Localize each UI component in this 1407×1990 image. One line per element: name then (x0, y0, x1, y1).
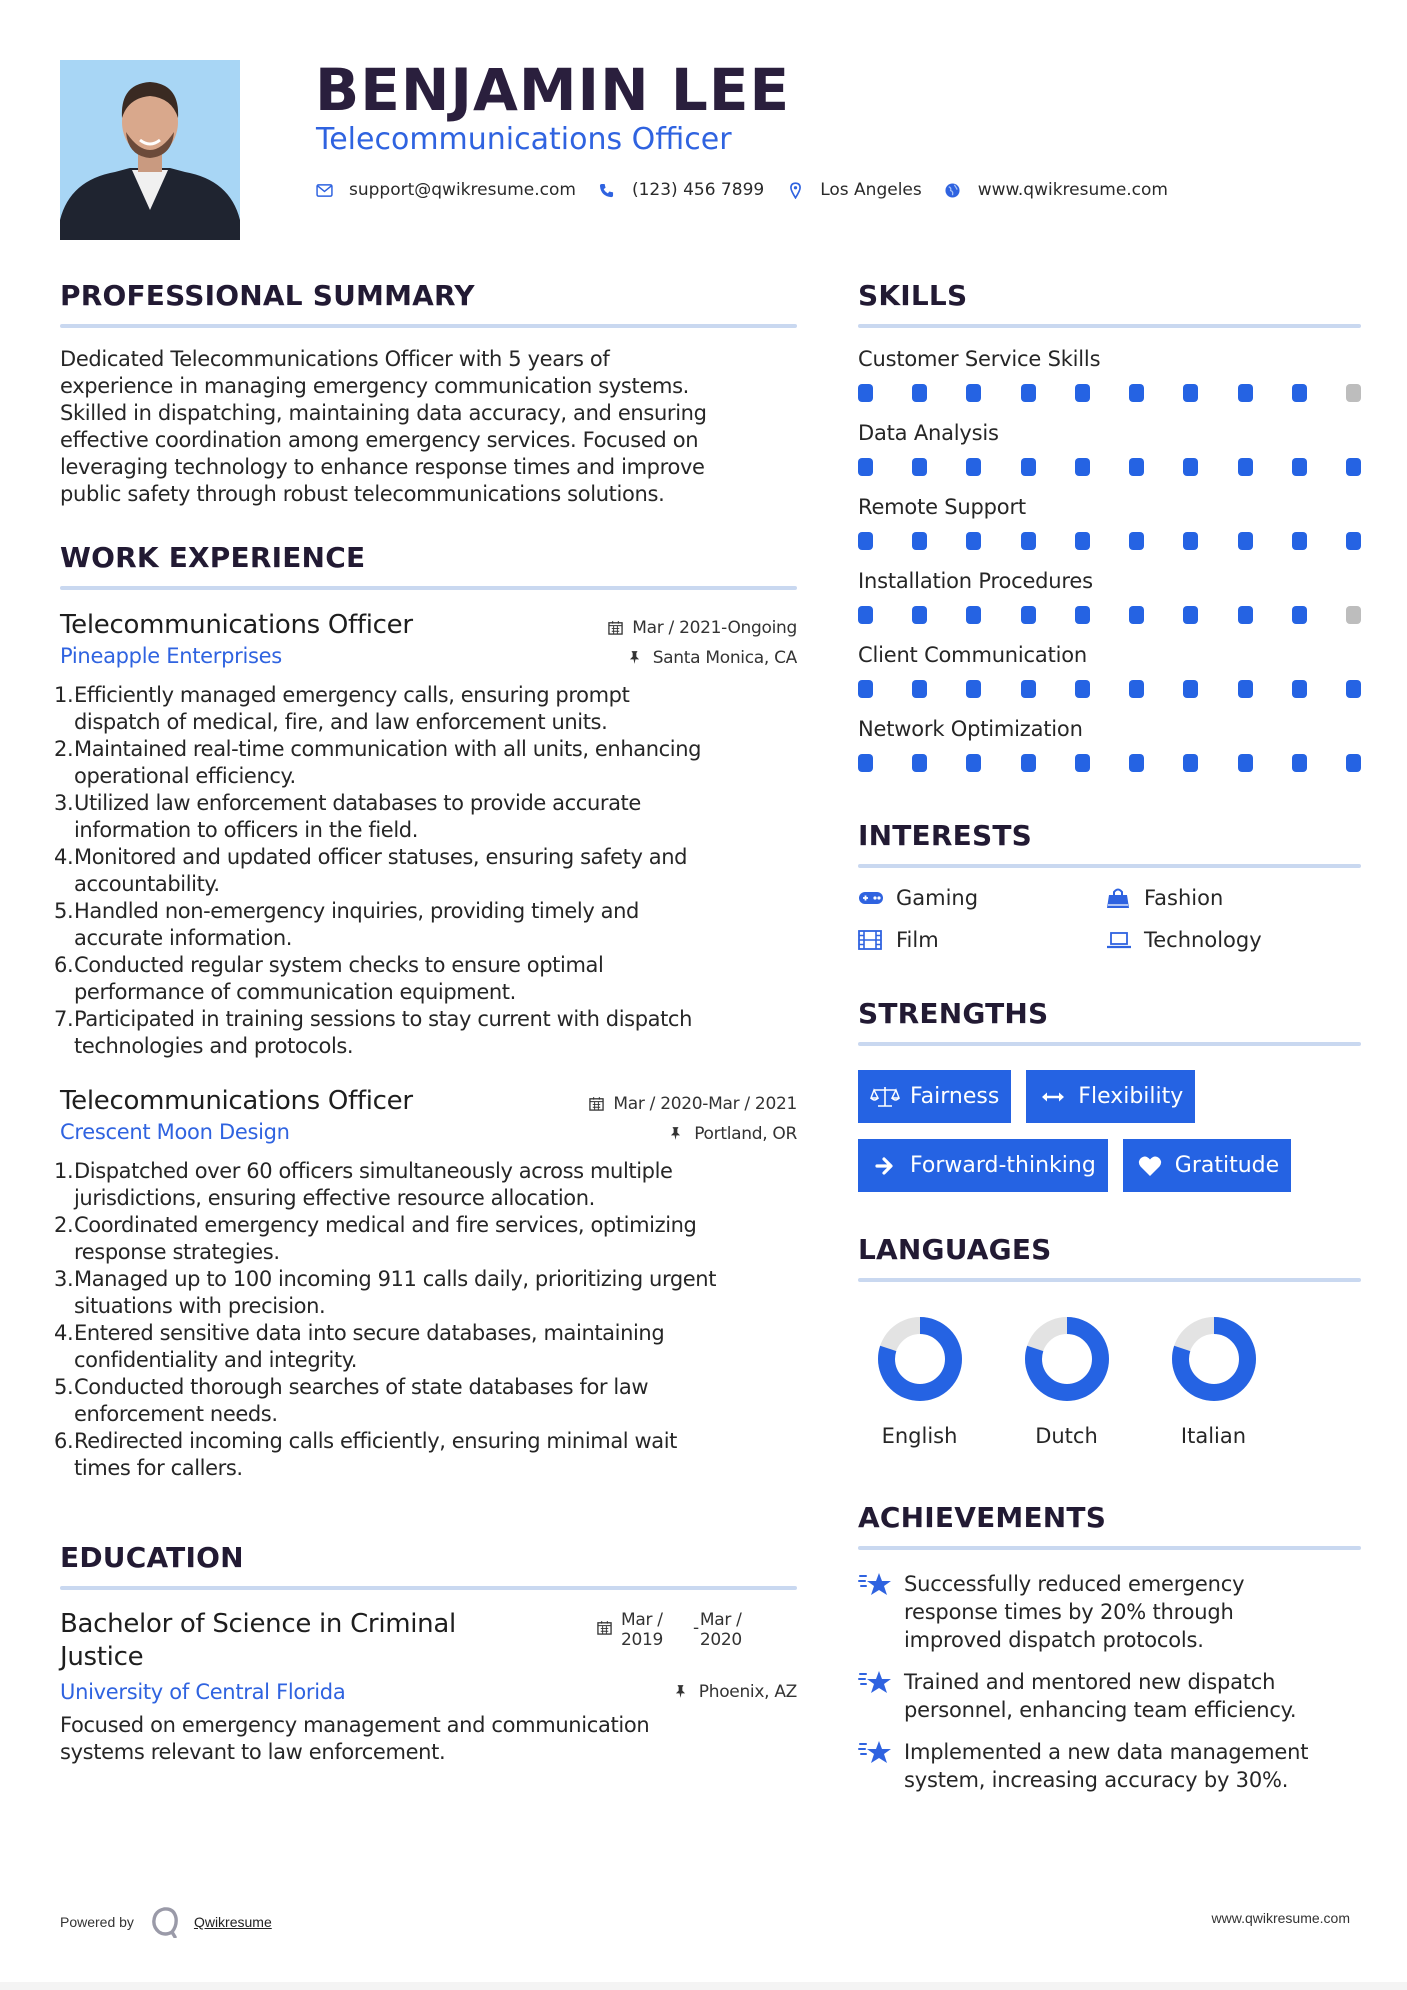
strength-badge (1026, 1070, 1195, 1123)
achievement-line: system, increasing accuracy by 30%. (904, 1768, 1289, 1792)
strength-badge (858, 1139, 1108, 1192)
skill-item (858, 568, 1361, 624)
contact-row (315, 180, 1190, 200)
strength-badge (858, 1070, 1011, 1123)
rating-dot-filled (858, 754, 873, 772)
description-line: Focused on emergency management and communication (60, 1713, 650, 1737)
footer-website[interactable]: www.qwikresume.com (1211, 1910, 1350, 1926)
rating-dot-filled (1021, 680, 1036, 698)
balance-scale-icon (870, 1085, 900, 1109)
rating-dot-filled (966, 680, 981, 698)
job-bullet (54, 1158, 797, 1212)
skill-name: Installation Procedures (858, 569, 1093, 593)
job-bullet (54, 1006, 797, 1060)
job-location-text: Santa Monica, CA (652, 648, 797, 668)
rating-dot-filled (1346, 458, 1361, 476)
skill-name: Data Analysis (858, 421, 999, 445)
bullet-text (72, 1374, 648, 1428)
summary-heading: PROFESSIONAL SUMMARY (60, 279, 475, 312)
education-location-text: Phoenix, AZ (698, 1682, 797, 1702)
contact-location-text: Los Angeles (820, 180, 922, 200)
rating-dot-filled (1238, 458, 1253, 476)
rating-dot-filled (858, 532, 873, 550)
job-bullet (54, 1320, 797, 1374)
job-bullets (54, 682, 797, 1060)
job-bullet (54, 898, 797, 952)
contact-website-text: www.qwikresume.com (977, 180, 1168, 200)
summary-line: experience in managing emergency communication systems. (60, 374, 690, 398)
interests-list (858, 886, 1361, 952)
calendar-icon (608, 620, 624, 636)
person-photo-icon (60, 60, 240, 240)
job-bullet (54, 790, 797, 844)
achievement-line: improved dispatch protocols. (904, 1628, 1204, 1652)
skill-rating (858, 458, 1361, 476)
shooting-star-icon (858, 1570, 894, 1600)
rating-dot-filled (1346, 532, 1361, 550)
rating-dot-filled (912, 606, 927, 624)
education-start (621, 1610, 693, 1650)
bullet-line: dispatch of medical, fire, and law enforcement units. (74, 710, 608, 734)
education-section (60, 1538, 797, 1766)
job-dates-text: Mar / 2021-Ongoing (632, 618, 797, 638)
job-role: Telecommunications Officer (60, 1086, 413, 1116)
section-divider (858, 864, 1361, 868)
skill-item (858, 420, 1361, 476)
powered-by-text: Powered by (60, 1914, 134, 1930)
job-bullet (54, 1266, 797, 1320)
bullet-line: Monitored and updated officer statuses, ensuring safety and (74, 845, 688, 869)
rating-dot-filled (1238, 532, 1253, 550)
date-line: 2019 (621, 1630, 664, 1650)
rating-dot-filled (966, 532, 981, 550)
rating-dot-filled (912, 384, 927, 402)
job-header (60, 1086, 797, 1116)
interest-item (858, 928, 1106, 952)
bullet-text (72, 1320, 664, 1374)
rating-dot-filled (1183, 458, 1198, 476)
achievement-line: Implemented a new data management (904, 1740, 1309, 1764)
skill-name: Network Optimization (858, 717, 1083, 741)
bullet-number: 4. (54, 1321, 74, 1345)
language-item (1130, 1316, 1297, 1448)
rating-dot-filled (1292, 532, 1307, 550)
candidate-name: BENJAMIN LEE (315, 56, 791, 124)
bullet-text (72, 1212, 697, 1266)
job-dates (608, 618, 797, 638)
rating-dot-filled (1183, 606, 1198, 624)
rating-dot-filled (858, 680, 873, 698)
rating-dot-filled (1075, 532, 1090, 550)
section-divider (858, 1278, 1361, 1282)
bullet-number: 4. (54, 845, 74, 869)
bullet-text (72, 682, 629, 736)
bullet-text (72, 1158, 673, 1212)
section-divider (858, 1546, 1361, 1550)
bullet-number: 1. (54, 1159, 74, 1183)
job-bullet (54, 1428, 797, 1482)
contact-phone-text: (123) 456 7899 (631, 180, 765, 200)
bullet-line: Conducted thorough searches of state databases for law (74, 1375, 649, 1399)
rating-dot-filled (1346, 680, 1361, 698)
experience-section (54, 538, 797, 1482)
bullet-number: 2. (54, 1213, 74, 1237)
rating-dot-filled (858, 606, 873, 624)
skill-rating (858, 680, 1361, 698)
bullet-line: information to officers in the field. (74, 818, 418, 842)
strength-badge (1123, 1139, 1291, 1192)
page-bottom-edge (0, 1982, 1407, 1990)
footer-powered-by (60, 1906, 272, 1938)
education-description (60, 1712, 797, 1766)
rating-dot-filled (1292, 754, 1307, 772)
heart-icon (1135, 1154, 1165, 1178)
pushpin-icon (629, 650, 645, 666)
language-donut-chart (1024, 1316, 1110, 1402)
bullet-line: Entered sensitive data into secure databases, maintaining (74, 1321, 665, 1345)
rating-dot-filled (966, 754, 981, 772)
rating-dot-filled (1129, 532, 1144, 550)
education-heading: EDUCATION (60, 1541, 244, 1574)
achievement-text (904, 1668, 1296, 1724)
pushpin-icon (670, 1126, 686, 1142)
profile-photo (60, 60, 240, 240)
envelope-icon (315, 181, 333, 199)
language-item (983, 1316, 1150, 1448)
right-column (858, 276, 1361, 1794)
strengths-list (858, 1070, 1361, 1192)
rating-dot-filled (1292, 606, 1307, 624)
rating-dot-filled (1129, 458, 1144, 476)
section-divider (60, 586, 797, 590)
phone-icon (598, 181, 616, 199)
language-donut-chart (1171, 1316, 1257, 1402)
interest-label: Fashion (1144, 886, 1224, 910)
shooting-star-icon (858, 1668, 894, 1698)
calendar-icon (597, 1620, 613, 1636)
bullet-line: Managed up to 100 incoming 911 calls daily, prioritizing urgent (74, 1267, 717, 1291)
rating-dot-filled (1292, 680, 1307, 698)
job-location (670, 1124, 797, 1144)
languages-list (858, 1316, 1361, 1448)
description-line: systems relevant to law enforcement. (60, 1740, 446, 1764)
interest-label: Film (896, 928, 939, 952)
rating-dot-filled (1075, 458, 1090, 476)
bullet-text (72, 1428, 677, 1482)
film-icon (858, 929, 884, 951)
languages-heading: LANGUAGES (858, 1233, 1052, 1266)
summary-line: leveraging technology to enhance response times and improve (60, 455, 705, 479)
interests-section (858, 816, 1361, 952)
shooting-star-icon (858, 1738, 894, 1768)
degree-title (60, 1608, 456, 1674)
job-bullet (54, 1374, 797, 1428)
section-divider (60, 1586, 797, 1590)
rating-dot-filled (1238, 384, 1253, 402)
rating-dot-filled (858, 458, 873, 476)
section-divider (60, 324, 797, 328)
interest-item (858, 886, 1106, 910)
job-dates-text: Mar / 2020-Mar / 2021 (613, 1094, 797, 1114)
rating-dot-filled (1021, 384, 1036, 402)
rating-dot-filled (1075, 754, 1090, 772)
bullet-text (72, 1266, 716, 1320)
language-item (836, 1316, 1003, 1448)
bullet-line: Handled non-emergency inquiries, providing timely and (74, 899, 639, 923)
achievement-line: Trained and mentored new dispatch (904, 1670, 1276, 1694)
rating-dot-filled (1129, 384, 1144, 402)
interest-label: Technology (1144, 928, 1262, 952)
bullet-line: technologies and protocols. (74, 1034, 354, 1058)
summary-line: Dedicated Telecommunications Officer with 5 years of (60, 347, 610, 371)
skill-item (858, 716, 1361, 772)
strength-label: Flexibility (1078, 1084, 1184, 1109)
bullet-number: 3. (54, 1267, 74, 1291)
bullet-line: Coordinated emergency medical and fire services, optimizing (74, 1213, 697, 1237)
rating-dot-filled (1183, 532, 1198, 550)
rating-dot-filled (1075, 384, 1090, 402)
experience-heading: WORK EXPERIENCE (60, 541, 366, 574)
bullet-number: 1. (54, 683, 74, 707)
education-dates (597, 1610, 797, 1650)
skill-item (858, 346, 1361, 402)
achievement-item (858, 1668, 1361, 1724)
rating-dot-filled (966, 458, 981, 476)
job-subheader (60, 1120, 797, 1144)
bullet-number: 5. (54, 1375, 74, 1399)
skills-section (858, 276, 1361, 772)
rating-dot-empty (1346, 384, 1361, 402)
summary-line: public safety through robust telecommunications solutions. (60, 482, 665, 506)
interest-item (1106, 886, 1356, 910)
rating-dot-filled (1292, 458, 1307, 476)
achievement-text (904, 1738, 1308, 1794)
bullet-text (72, 736, 701, 790)
skill-name: Remote Support (858, 495, 1026, 519)
language-name: Italian (1180, 1424, 1247, 1448)
contact-website[interactable] (944, 180, 1168, 200)
arrows-horizontal-icon (1038, 1085, 1068, 1109)
rating-dot-filled (1238, 754, 1253, 772)
job-company: Pineapple Enterprises (60, 644, 282, 668)
bullet-number: 7. (54, 1007, 74, 1031)
bullet-line: Participated in training sessions to stay current with dispatch (74, 1007, 692, 1031)
job-bullet (54, 844, 797, 898)
rating-dot-filled (912, 458, 927, 476)
rating-dot-filled (1021, 754, 1036, 772)
bullet-line: Dispatched over 60 officers simultaneously across multiple (74, 1159, 673, 1183)
job-role: Telecommunications Officer (60, 610, 413, 640)
rating-dot-filled (912, 680, 927, 698)
contact-phone[interactable] (598, 180, 764, 200)
skill-name: Customer Service Skills (858, 347, 1101, 371)
job-bullets (54, 1158, 797, 1482)
globe-icon (944, 181, 962, 199)
language-donut-chart (877, 1316, 963, 1402)
job-dates (589, 1094, 797, 1114)
contact-email[interactable] (315, 180, 576, 200)
bullet-text (72, 844, 687, 898)
bullet-line: Efficiently managed emergency calls, ensuring prompt (74, 683, 630, 707)
date-line: Mar / (621, 1610, 663, 1630)
rating-dot-filled (1075, 606, 1090, 624)
rating-dot-filled (1021, 532, 1036, 550)
rating-dot-filled (858, 384, 873, 402)
skill-rating (858, 754, 1361, 772)
left-column (54, 276, 797, 1766)
school-name: University of Central Florida (60, 1680, 346, 1704)
rating-dot-filled (1183, 384, 1198, 402)
date-line: 2020 (699, 1630, 742, 1650)
skill-rating (858, 384, 1361, 402)
achievement-line: personnel, enhancing team efficiency. (904, 1698, 1297, 1722)
job-bullet (54, 1212, 797, 1266)
strength-label: Gratitude (1174, 1153, 1280, 1178)
rating-dot-filled (1129, 606, 1144, 624)
bullet-number: 2. (54, 737, 74, 761)
bullet-text (72, 790, 641, 844)
job-bullet (54, 682, 797, 736)
section-divider (858, 324, 1361, 328)
rating-dot-filled (1183, 754, 1198, 772)
skill-item (858, 642, 1361, 698)
strengths-heading: STRENGTHS (858, 997, 1049, 1030)
achievement-text (904, 1570, 1244, 1654)
bullet-line: Maintained real-time communication with all units, enhancing (74, 737, 702, 761)
achievements-list (858, 1570, 1361, 1794)
strength-label: Fairness (910, 1084, 1000, 1109)
language-name: Dutch (1035, 1424, 1098, 1448)
skill-rating (858, 532, 1361, 550)
language-name: English (881, 1424, 958, 1448)
languages-section (858, 1230, 1361, 1448)
interests-heading: INTERESTS (858, 819, 1032, 852)
job-company: Crescent Moon Design (60, 1120, 290, 1144)
bullet-line: accountability. (74, 872, 220, 896)
skills-list (858, 346, 1361, 772)
bullet-line: jurisdictions, ensuring effective resource allocation. (74, 1186, 595, 1210)
job-entry (54, 1086, 797, 1482)
achievement-item (858, 1570, 1361, 1654)
calendar-icon (589, 1096, 605, 1112)
education-header (60, 1608, 797, 1674)
bullet-number: 3. (54, 791, 74, 815)
rating-dot-filled (1346, 754, 1361, 772)
bullet-line: performance of communication equipment. (74, 980, 516, 1004)
education-location (675, 1682, 797, 1702)
rating-dot-filled (1021, 458, 1036, 476)
arrow-right-icon (870, 1154, 900, 1178)
section-divider (858, 1042, 1361, 1046)
job-header (60, 610, 797, 640)
degree-line: Justice (60, 1642, 144, 1672)
job-subheader (60, 644, 797, 668)
gamepad-icon (858, 887, 884, 909)
education-end (700, 1610, 742, 1650)
summary-text (60, 346, 797, 508)
bullet-text (72, 952, 603, 1006)
education-subheader (60, 1680, 797, 1704)
rating-dot-filled (1021, 606, 1036, 624)
laptop-icon (1106, 929, 1132, 951)
achievement-line: Successfully reduced emergency (904, 1572, 1245, 1596)
rating-dot-filled (1183, 680, 1198, 698)
contact-email-text: support@qwikresume.com (349, 180, 576, 200)
rating-dot-filled (966, 606, 981, 624)
job-entry (54, 610, 797, 1060)
rating-dot-filled (1292, 384, 1307, 402)
bullet-line: accurate information. (74, 926, 293, 950)
interest-item (1106, 928, 1356, 952)
bullet-line: Utilized law enforcement databases to provide accurate (74, 791, 641, 815)
achievements-heading: ACHIEVEMENTS (858, 1501, 1107, 1534)
bullet-number: 6. (54, 1429, 74, 1453)
rating-dot-filled (1129, 754, 1144, 772)
qwikresume-link[interactable]: Qwikresume (193, 1914, 272, 1930)
rating-dot-empty (1346, 606, 1361, 624)
rating-dot-filled (966, 384, 981, 402)
qwikresume-logo-icon (150, 1906, 180, 1938)
bullet-number: 5. (54, 899, 74, 923)
job-bullet (54, 736, 797, 790)
map-marker-icon (786, 181, 804, 199)
bullet-line: confidentiality and integrity. (74, 1348, 358, 1372)
job-location-text: Portland, OR (694, 1124, 797, 1144)
bullet-line: enforcement needs. (74, 1402, 278, 1426)
summary-line: effective coordination among emergency services. Focused on (60, 428, 699, 452)
rating-dot-filled (1238, 606, 1253, 624)
pushpin-icon (675, 1684, 691, 1700)
summary-section (60, 276, 797, 508)
skill-item (858, 494, 1361, 550)
skill-name: Client Communication (858, 643, 1087, 667)
date-line: Mar / (699, 1610, 742, 1630)
strength-label: Forward-thinking (910, 1153, 1096, 1178)
bullet-line: situations with precision. (74, 1294, 326, 1318)
rating-dot-filled (1129, 680, 1144, 698)
rating-dot-filled (912, 532, 927, 550)
summary-line: Skilled in dispatching, maintaining data accuracy, and ensuring (60, 401, 707, 425)
candidate-title: Telecommunications Officer (316, 122, 732, 157)
job-bullet (54, 952, 797, 1006)
contact-location (786, 180, 922, 200)
bullet-text (72, 1006, 692, 1060)
rating-dot-filled (912, 754, 927, 772)
bullet-number: 6. (54, 953, 74, 977)
rating-dot-filled (1238, 680, 1253, 698)
bullet-text (72, 898, 639, 952)
rating-dot-filled (1075, 680, 1090, 698)
interest-label: Gaming (896, 886, 979, 910)
job-location (629, 648, 797, 668)
bullet-line: times for callers. (74, 1456, 243, 1480)
bullet-line: Redirected incoming calls efficiently, ensuring minimal wait (74, 1429, 678, 1453)
skills-heading: SKILLS (858, 279, 968, 312)
bullet-line: Conducted regular system checks to ensure optimal (74, 953, 604, 977)
skill-rating (858, 606, 1361, 624)
shopping-bag-icon (1106, 887, 1132, 909)
bullet-line: response strategies. (74, 1240, 280, 1264)
achievement-line: response times by 20% through (904, 1600, 1234, 1624)
achievements-section (858, 1498, 1361, 1794)
date-separator: - (693, 1618, 699, 1638)
strengths-section (858, 994, 1361, 1192)
degree-line: Bachelor of Science in Criminal (60, 1609, 456, 1639)
achievement-item (858, 1738, 1361, 1794)
bullet-line: operational efficiency. (74, 764, 296, 788)
